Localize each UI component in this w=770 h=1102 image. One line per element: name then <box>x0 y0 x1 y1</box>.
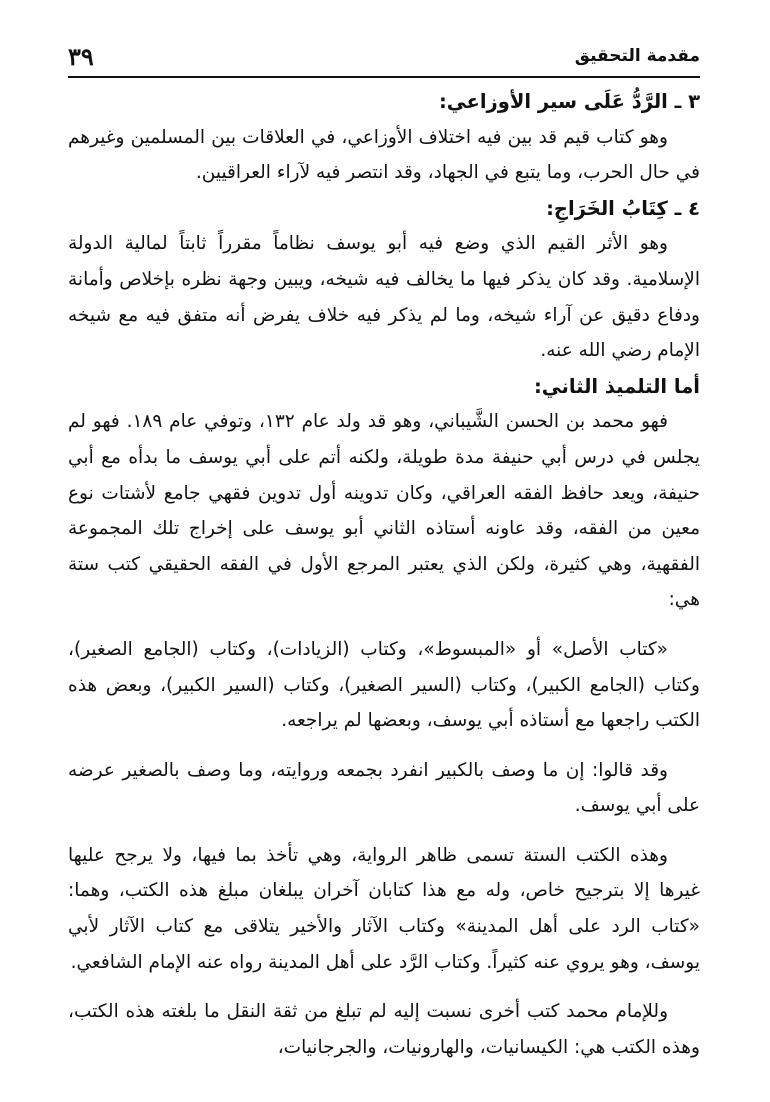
section-heading-second-student: أما التلميذ الثاني: <box>533 374 700 398</box>
paragraph-other-books: وللإمام محمد كتب أخرى نسبت إليه لم تبلغ من ثقة النقل ما بلغته هذه الكتب، وهذه الكتب هي: الكيسانيات، والهارونيات، والجرجانيات، <box>68 1001 700 1058</box>
paragraph-kabir-saghir: وقد قالوا: إن ما وصف بالكبير انفرد بجمعه وروايته، وما وصف بالصغير عرضه على أبي يوسف. <box>68 759 700 817</box>
paragraph-shaybani: فهو محمد بن الحسن الشَّيباني، وهو قد ولد عام ١٣٢، وتوفي عام ١٨٩. فهو لم يجلس في درس أبي حنيفة مدة طويلة، ولكنه أتم على أبي يوسف ما بدأه مع أبي حنيفة، ويعد حافظ الفقه العراقي، وكان تدوينه أول تدوين فقهي جامع لأشتات نوع معين من الفقه، وقد عاونه أستاذه الثاني أبو يوسف على إخراج تلك المجموعة الفقهية، وهي كثيرة، ولكن الذي يعتبر المرجع الأول في الفقه الحقيقي كتب ستة هي: <box>68 411 700 611</box>
section-heading-radd-awzai: ٣ ـ الرَّدُّ عَلَى سير الأوزاعي: <box>438 90 700 113</box>
paragraph-six-books: «كتاب الأصل» أو «المبسوط»، وكتاب (الزيادات)، وكتاب (الجامع الصغير)، وكتاب (الجامع الكبير)، وكتاب (السير الصغير)، وكتاب (السير الكبير)، وبعض هذه الكتب راجعها مع أستاذه أبي يوسف، وبعضها لم يراجعه. <box>68 638 700 732</box>
page-body <box>68 84 700 1065</box>
section-heading-kharaj: ٤ ـ كِتَابُ الخَرَاجِ: <box>546 196 700 220</box>
paragraph-radd-awzai: وهو كتاب قيم قد بين فيه اختلاف الأوزاعي، في العلاقات بين المسلمين وغيرهم في حال الحرب، وما يتبع في الجهاد، وقد انتصر فيه لآراء العراقيين. <box>68 126 700 184</box>
running-title: مقدمة التحقيق <box>574 46 700 66</box>
paragraph-kharaj: وهو الأثر القيم الذي وضع فيه أبو يوسف نظاماً مقرراً ثابتاً لمالية الدولة الإسلامية. وقد كان يذكر فيها ما يخالف فيه شيخه، ويبين وجهة نظره بإخلاص وأمانة ودفاع دقيق عن آراء شيخه، وما لم يذكر فيه خلاف يفرض أنه متفق فيه مع شيخه الإمام رضي الله عنه. <box>68 233 700 362</box>
page-header <box>68 42 700 78</box>
paragraph-zahir-riwaya: وهذه الكتب الستة تسمى ظاهر الرواية، وهي تأخذ بما فيها، ولا يرجح عليها غيرها إلا بترجيح خاص، وله مع هذا كتابان آخران يبلغان مبلغ هذه الكتب، وهما: «كتاب الرد على أهل المدينة» وكتاب الآثار والأخير يتلاقى مع كتاب الآثار لأبي يوسف، وهو يروي عنه كثيراً. وكتاب الرَّد على أهل المدينة رواه عنه الإمام الشافعي. <box>68 844 700 973</box>
page-number: ٣٩ <box>68 42 94 71</box>
